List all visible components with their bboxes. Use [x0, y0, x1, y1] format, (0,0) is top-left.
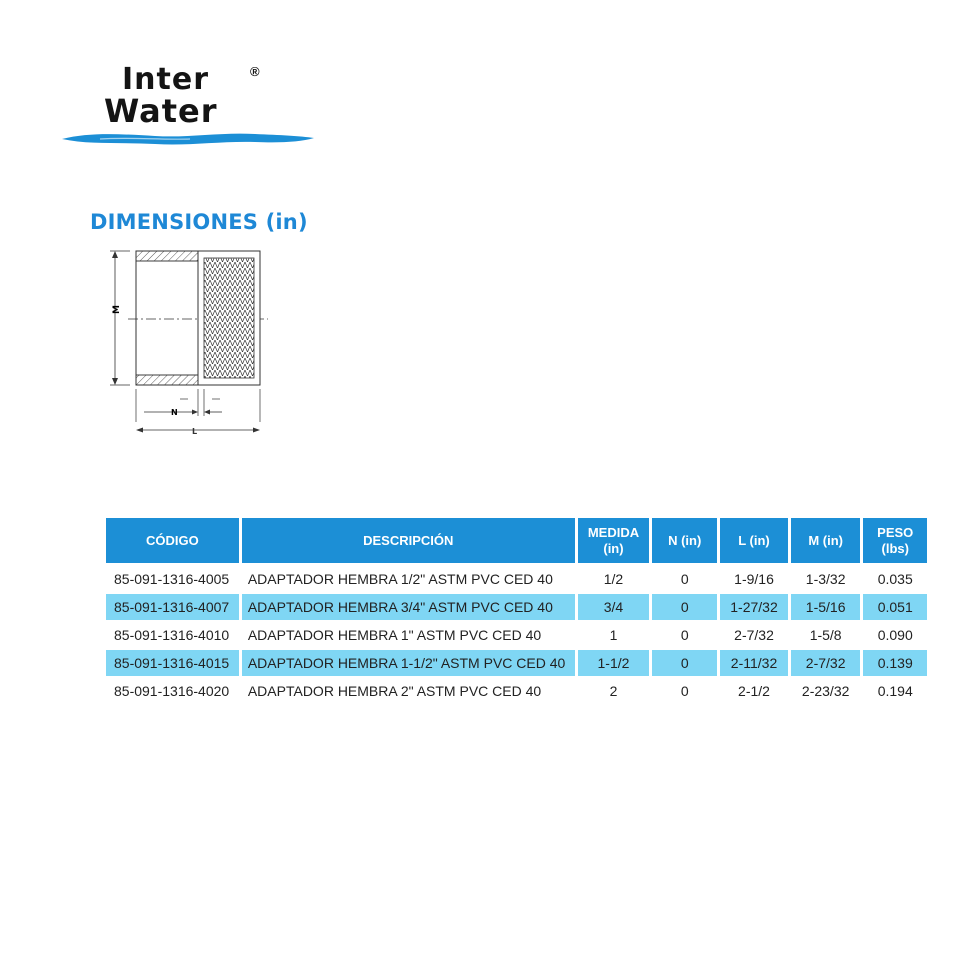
cell-m: 2-23/32	[801, 683, 850, 699]
specifications-table	[103, 518, 930, 705]
header-medida: MEDIDA (in)	[578, 518, 650, 563]
section-title: DIMENSIONES (in)	[90, 210, 308, 234]
cell-l: 2-1/2	[738, 683, 770, 699]
inter-water-logo	[60, 62, 320, 157]
table-row	[106, 593, 927, 621]
cell-codigo: 85-091-1316-4007	[106, 593, 239, 621]
header-codigo: CÓDIGO	[106, 518, 239, 563]
table-row	[106, 677, 927, 705]
cell-codigo: 85-091-1316-4020	[114, 683, 230, 699]
dimension-label-l: L	[192, 427, 198, 436]
cell-l: 1-9/16	[720, 563, 788, 593]
cell-n: 0	[652, 593, 717, 621]
table-row	[106, 563, 927, 593]
header-n: N (in)	[652, 518, 717, 563]
cell-n: 0	[680, 683, 689, 699]
cell-medida: 1/2	[578, 563, 650, 593]
cell-medida: 3/4	[578, 593, 650, 621]
cell-descripcion: ADAPTADOR HEMBRA 2" ASTM PVC CED 40	[247, 683, 542, 699]
cell-l: 2-11/32	[720, 649, 788, 677]
registered-mark: ®	[250, 64, 260, 79]
cell-m: 2-7/32	[791, 649, 861, 677]
header-l: L (in)	[720, 518, 788, 563]
water-wave-icon	[60, 128, 316, 150]
cell-codigo: 85-091-1316-4010	[114, 627, 230, 643]
cell-m: 1-5/16	[791, 593, 861, 621]
cell-l: 2-7/32	[734, 627, 774, 643]
cell-peso: 0.194	[877, 683, 913, 699]
cell-n: 0	[652, 649, 717, 677]
cell-m: 1-5/8	[809, 627, 842, 643]
logo-text-inter: Inter	[122, 62, 210, 97]
cell-medida: 1	[609, 627, 618, 643]
cell-descripcion: ADAPTADOR HEMBRA 3/4" ASTM PVC CED 40	[242, 593, 575, 621]
cell-descripcion: ADAPTADOR HEMBRA 1/2" ASTM PVC CED 40	[242, 563, 575, 593]
cell-descripcion: ADAPTADOR HEMBRA 1-1/2" ASTM PVC CED 40	[242, 649, 575, 677]
cell-n: 0	[680, 627, 689, 643]
dimension-label-m: M	[112, 305, 122, 314]
cell-medida: 2	[609, 683, 618, 699]
cell-medida: 1-1/2	[578, 649, 650, 677]
cell-l: 1-27/32	[720, 593, 788, 621]
cell-peso: 0.139	[863, 649, 927, 677]
logo-text-water: Water	[104, 92, 218, 130]
adapter-dimension-drawing	[100, 244, 280, 439]
cell-peso: 0.051	[863, 593, 927, 621]
table-row	[106, 649, 927, 677]
header-m: M (in)	[791, 518, 861, 563]
cell-codigo: 85-091-1316-4005	[106, 563, 239, 593]
header-descripcion: DESCRIPCIÓN	[242, 518, 575, 563]
cell-peso: 0.090	[877, 627, 913, 643]
cell-m: 1-3/32	[791, 563, 861, 593]
dimension-label-n: N	[171, 408, 178, 417]
cell-descripcion: ADAPTADOR HEMBRA 1" ASTM PVC CED 40	[247, 627, 542, 643]
cell-peso: 0.035	[863, 563, 927, 593]
cell-n: 0	[652, 563, 717, 593]
table-row	[106, 621, 927, 649]
header-peso: PESO (lbs)	[863, 518, 927, 563]
cell-codigo: 85-091-1316-4015	[106, 649, 239, 677]
table-header-row	[106, 518, 927, 563]
